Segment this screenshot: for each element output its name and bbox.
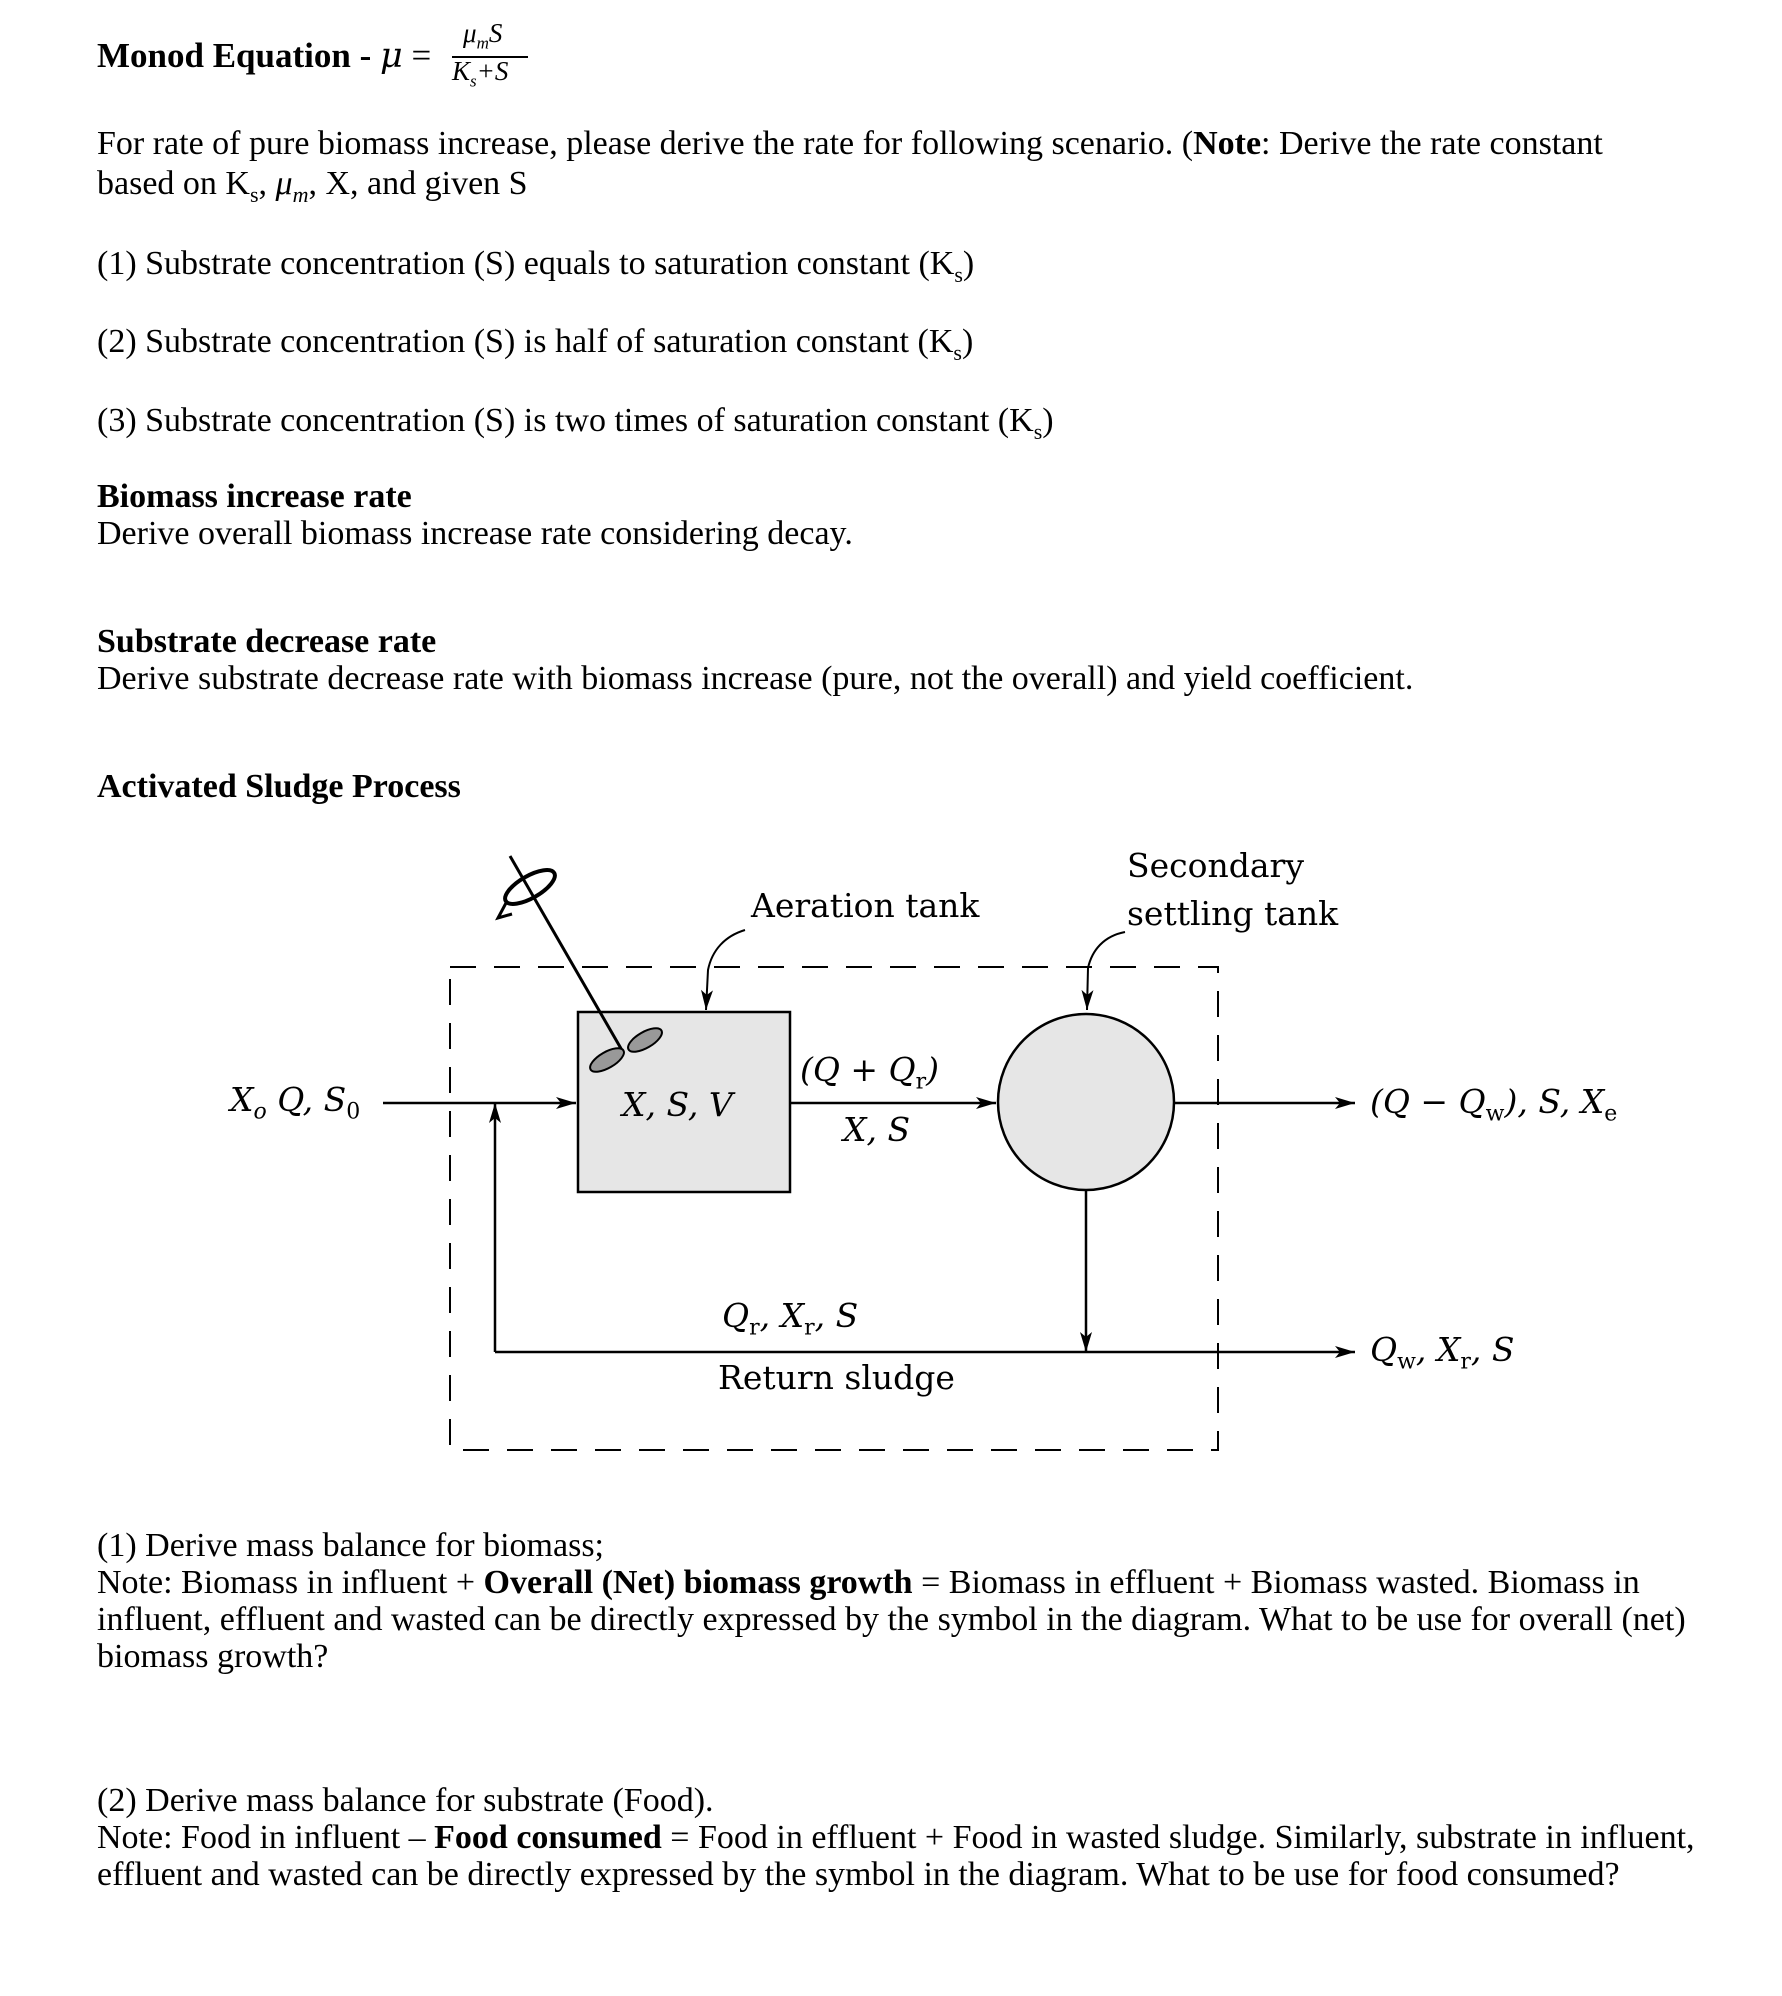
scenario-1: (1) Substrate concentration (S) equals to saturation constant $(K_s)$ (97, 245, 975, 287)
equals-sign: = (411, 36, 432, 75)
return-sludge-label: Return sludge (718, 1358, 955, 1397)
question-2-note: Note: Food in influent – Food consumed = Food in effluent + Food in wasted sludge. Similarly, substrate in influent, effluent and wasted can be directly expressed by the symbol in the diagram. What to be use for food consumed? (97, 1819, 1695, 1893)
question-2-title: (2) Derive mass balance for substrate (Food). (97, 1782, 714, 1819)
question-1-note: Note: Biomass in influent + Overall (Net) biomass growth = Biomass in effluent + Biomass wasted. Biomass in influent, effluent and wasted can be directly expressed by the symbol in the diagram. What to be use for overall (net) biomass growth? (97, 1564, 1686, 1675)
aeration-tank-label: Aeration tank (751, 886, 980, 925)
return-flow-label: $Q_r$, $X_r$, S (722, 1296, 859, 1341)
monod-title: Monod Equation - μ = (97, 36, 432, 76)
mixer-shaft (510, 856, 623, 1052)
effluent-label: $(Q - Q_w)$, S, $X_e$ (1370, 1082, 1618, 1127)
mixer-rotation (500, 863, 559, 910)
biomass-rate-heading: Biomass increase rate (97, 478, 412, 515)
monod-numerator: $\mu_mS$ (463, 18, 503, 53)
tank-contents-label: X, S, V (622, 1085, 733, 1124)
process-heading: Activated Sludge Process (97, 768, 461, 805)
intro-paragraph: For rate of pure biomass increase, please derive the rate for following scenario. (Note: Derive the rate constant based on $K_s$, $\mu_m$, X, and given S (97, 125, 1603, 207)
mu-symbol: μ (380, 36, 403, 76)
question-2 (97, 1782, 1717, 1893)
settling-label-leader (1087, 932, 1125, 1010)
substrate-rate-text: Derive substrate decrease rate with biomass increase (pure, not the overall) and yield coefficient. (97, 660, 1414, 697)
question-1-title: (1) Derive mass balance for biomass; (97, 1527, 604, 1564)
influent-label: $X_o$ Q, $S_0$ (230, 1080, 361, 1125)
question-1 (97, 1527, 1717, 1675)
scenario-2: (2) Substrate concentration (S) is half of saturation constant $(K_s)$ (97, 323, 974, 365)
biomass-rate-text: Derive overall biomass increase rate considering decay. (97, 515, 853, 552)
waste-flow-label: $Q_w$, $X_r$, S (1370, 1330, 1515, 1375)
settling-tank (998, 1014, 1174, 1190)
aeration-label-leader (706, 930, 745, 1010)
mixed-conc-label: X, S (843, 1110, 911, 1149)
settling-tank-label: Secondary settling tank (1127, 846, 1339, 933)
substrate-rate-heading: Substrate decrease rate (97, 623, 437, 660)
monod-denominator: $K_s+S$ (452, 56, 509, 91)
mixed-flow-label: $(Q + Q_r)$ (800, 1050, 940, 1095)
scenario-3: (3) Substrate concentration (S) is two times of saturation constant $(K_s)$ (97, 402, 1054, 444)
